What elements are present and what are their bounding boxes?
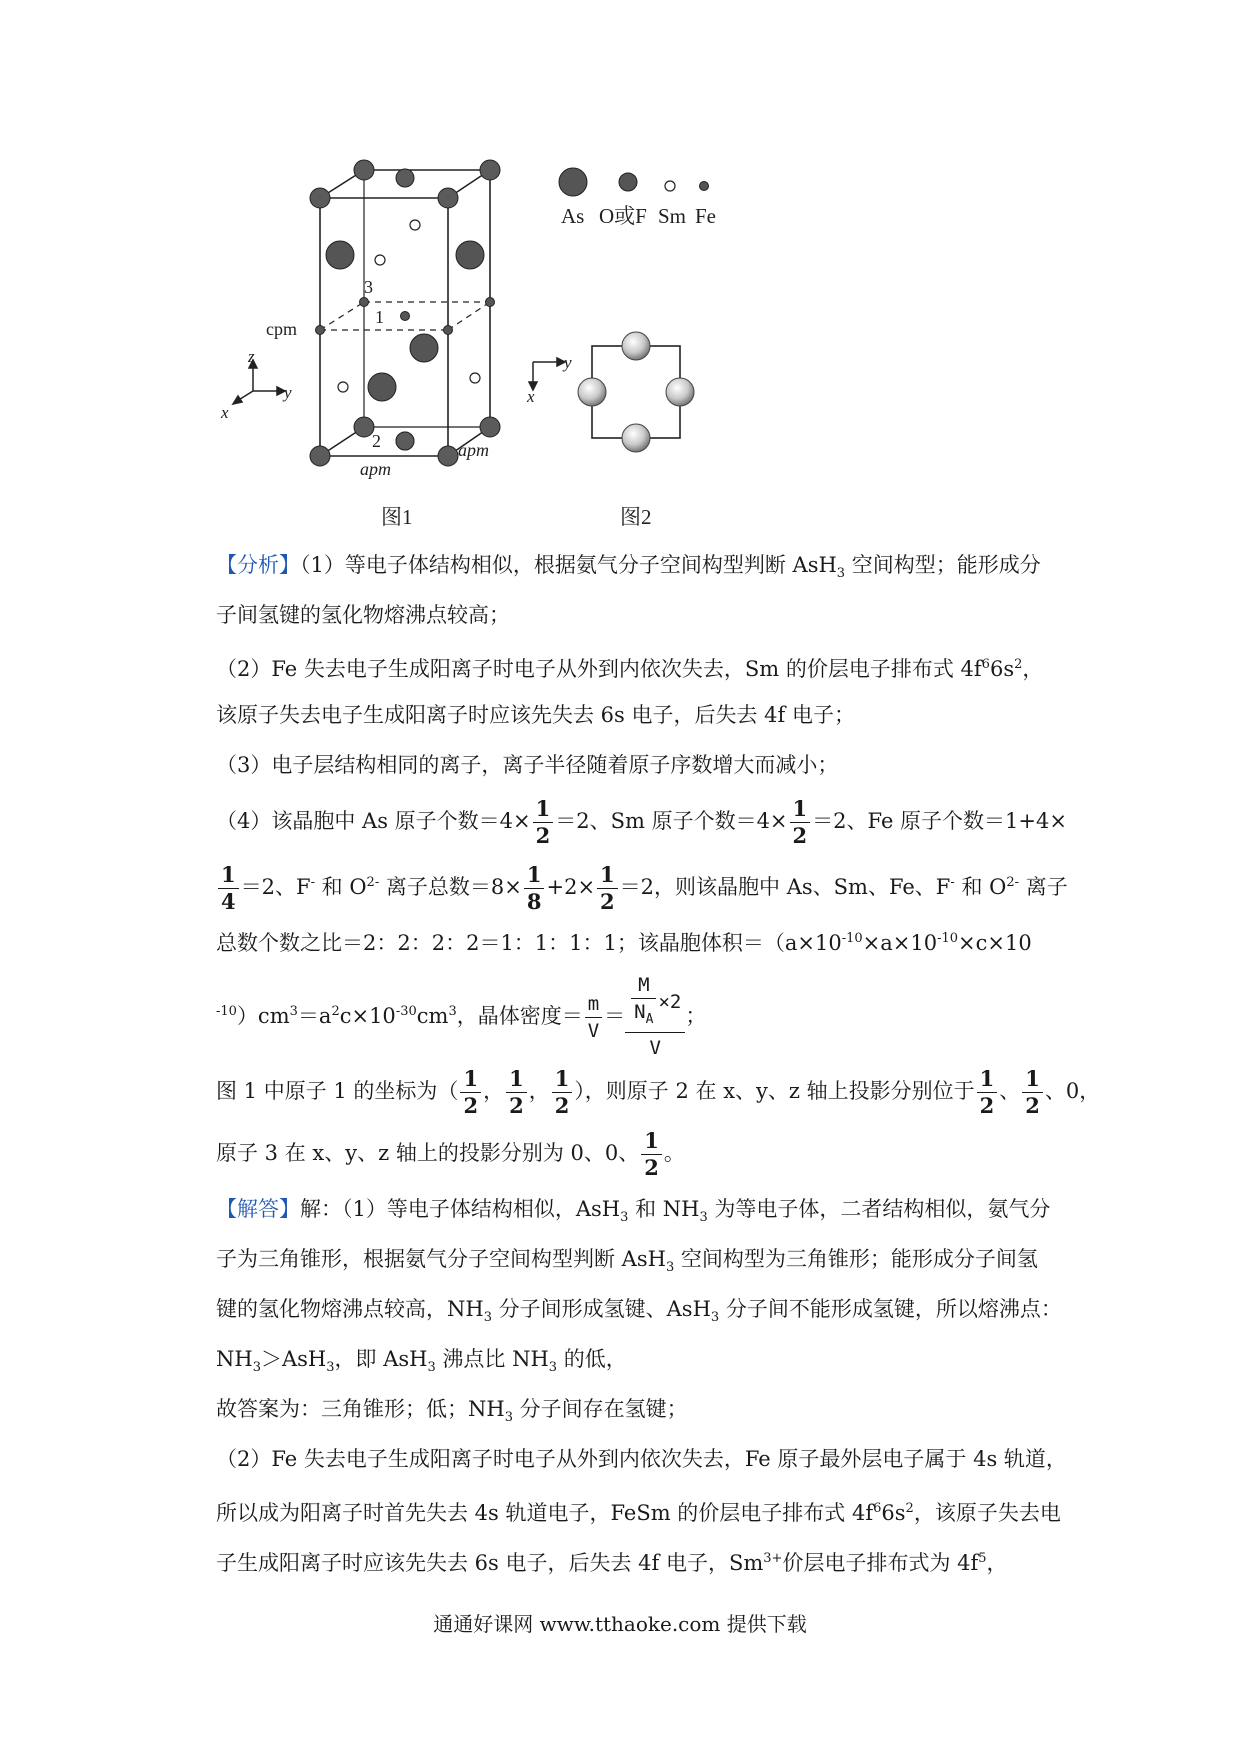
fig2-atoms <box>578 332 694 452</box>
fig1-of-atoms <box>396 432 414 450</box>
atom <box>438 188 458 208</box>
atom <box>480 160 500 180</box>
fraction: $\frac{1}{2}$ <box>533 796 554 849</box>
analysis-line-2: 子间氢键的氢化物熔沸点较高； <box>216 603 510 627</box>
fraction: $\frac{1}{4}$ <box>218 862 239 915</box>
axis-z-label: z <box>248 347 255 366</box>
legend-atoms <box>559 168 709 196</box>
fig1-caption: 图1 <box>381 505 413 529</box>
fraction: $\frac{1}{2}$ <box>790 796 811 849</box>
analysis-line-1: 【分析】（1）等电子体结构相似，根据氨气分子空间构型判断 AsH$_3$ 空间构型；能形成分 <box>216 553 1041 582</box>
fig2-axes <box>529 358 565 390</box>
atom <box>360 298 369 307</box>
atom <box>310 446 330 466</box>
legend-as: As <box>561 204 585 228</box>
answer-line-1: 【解答】解：（1）等电子体结构相似，AsH$_3$ 和 $NH_3$ 为等电子体，二者结构相似，氨气分 <box>216 1197 1051 1226</box>
answer-line-5: 故答案为：三角锥形；低；$NH_3$ 分子间存在氢键； <box>216 1397 688 1426</box>
crystal-figures <box>0 0 1240 560</box>
atom <box>486 298 495 307</box>
atom <box>375 255 385 265</box>
answer-line-8: 子生成阳离子时应该先失去 6s 电子，后失去 4f 电子，$Sm^{3+}$价层电子排布式为 $4f^5$， <box>216 1551 1008 1575</box>
analysis-line-7: $\frac{1}{4}$ ＝2、F- 和 $O^{2-}$ 离子总数＝8× $\frac{1}{8}$ +2× $\frac{1}{2}$ ＝2，则该晶胞中 As、Sm、Fe、F- 和 $O^{2-}$ 离子 <box>216 852 1052 914</box>
density-fraction: $\frac{M}{N_A}$ ×2 V <box>625 972 685 1064</box>
a-label-bottom: apm <box>360 459 391 479</box>
axis-y-label: y <box>284 383 292 402</box>
answer-tag: 【解答】 <box>216 1197 300 1221</box>
atom <box>480 417 500 437</box>
answer-line-3: 键的氢化物熔沸点较高，$NH_3$ 分子间形成氢键、AsH$_3$ 分子间不能形成氢键，所以熔沸点： <box>216 1297 1062 1326</box>
analysis-line-4: 该原子失去电子生成阳离子时应该先失去 6s 电子，后失去 4f 电子； <box>216 703 855 727</box>
legend-sm: Sm <box>658 204 687 228</box>
atom <box>410 220 420 230</box>
analysis-tag: 【分析】 <box>216 553 300 577</box>
c-label: cpm <box>266 319 297 339</box>
answer-line-6: （2）Fe 失去电子生成阳离子时电子从外到内依次失去，Fe 原子最外层电子属于 4s 轨道， <box>216 1447 1067 1471</box>
atom <box>316 326 325 335</box>
answer-line-4: $NH_3>AsH_3$，即 AsH$_3$ 沸点比 $NH_3$ 的低， <box>216 1347 627 1376</box>
fraction: $\frac{1}{2}$ <box>597 862 618 915</box>
atom <box>326 241 354 269</box>
atom <box>410 334 438 362</box>
atom1-label: 1 <box>375 307 384 327</box>
figure-area <box>0 0 1240 560</box>
atom <box>456 241 484 269</box>
answer-line-2: 子为三角锥形，根据氨气分子空间构型判断 AsH$_3$ 空间构型为三角锥形；能形成分子间氢 <box>216 1247 1038 1276</box>
atom <box>444 326 453 335</box>
atom <box>338 382 348 392</box>
fig2-y-label: y <box>564 353 572 372</box>
answer-line-7: 所以成为阳离子时首先失去 4s 轨道电子，FeSm 的价层电子排布式 $4f^66s^2$，该原子失去电 <box>216 1501 1061 1525</box>
fig1-axes <box>233 360 285 404</box>
legend-of: O或F <box>599 204 647 228</box>
analysis-line-8: 总数个数之比＝2：2：2：2＝1：1：1：1；该晶胞体积$=(a\times 10^{-10}\times a\times 10^{-10}\times c\times 10$ <box>216 931 1032 955</box>
atom <box>470 373 480 383</box>
fraction: $\frac{1}{8}$ <box>524 862 545 915</box>
atom <box>368 373 396 401</box>
analysis-line-6: （4）该晶胞中 As 原子个数＝4× $\frac{1}{2}$ ＝2、Sm 原子个数＝4× $\frac{1}{2}$ ＝2、Fe 原子个数＝1+4× <box>216 796 1067 848</box>
atom2-label: 2 <box>372 431 381 451</box>
atom <box>438 446 458 466</box>
fig2-caption: 图2 <box>620 505 652 529</box>
fig2-x-label: x <box>527 387 535 406</box>
analysis-line-5: （3）电子层结构相同的离子，离子半径随着原子序数增大而减小； <box>216 753 839 777</box>
atom3-label: 3 <box>364 277 373 297</box>
analysis-line-11: 原子 3 在 x、y、z 轴上的投影分别为 0、0、 $\frac{1}{2}$ 。 <box>216 1128 685 1180</box>
atom <box>354 160 374 180</box>
page-footer: 通通好课网 www.tthaoke.com 提供下载 <box>433 1612 807 1636</box>
axis-x-label: x <box>221 403 229 422</box>
atom <box>310 188 330 208</box>
a-label-right: apm <box>458 440 489 460</box>
atom <box>396 169 414 187</box>
fraction-m-over-v: $\frac{m}{V}$ <box>585 991 602 1044</box>
analysis-line-3: （2）Fe 失去电子生成阳离子时电子从外到内依次失去，Sm 的价层电子排布式 $4f^66s^2$， <box>216 657 1044 681</box>
legend-fe: Fe <box>695 204 716 228</box>
atom <box>354 417 374 437</box>
fig1-sm-atoms <box>338 220 480 392</box>
solution-text <box>216 540 1101 1584</box>
analysis-line-9: $^{-10})cm^3=a^2c\times 10^{-30}cm^3$，晶体密度＝ $\frac{m}{V}$ ＝ $\frac{M}{N_A}$ ×2 V ； <box>216 964 1052 1060</box>
atom <box>401 312 410 321</box>
analysis-line-10: 图 1 中原子 1 的坐标为（ $\frac{1}{2}$ ， $\frac{1}{2}$ ， $\frac{1}{2}$ ），则原子 2 在 x、y、z 轴上投影分别位于 $\frac{1}{2}$ 、 $\frac{1}{2}$ 、0， <box>216 1066 1101 1118</box>
